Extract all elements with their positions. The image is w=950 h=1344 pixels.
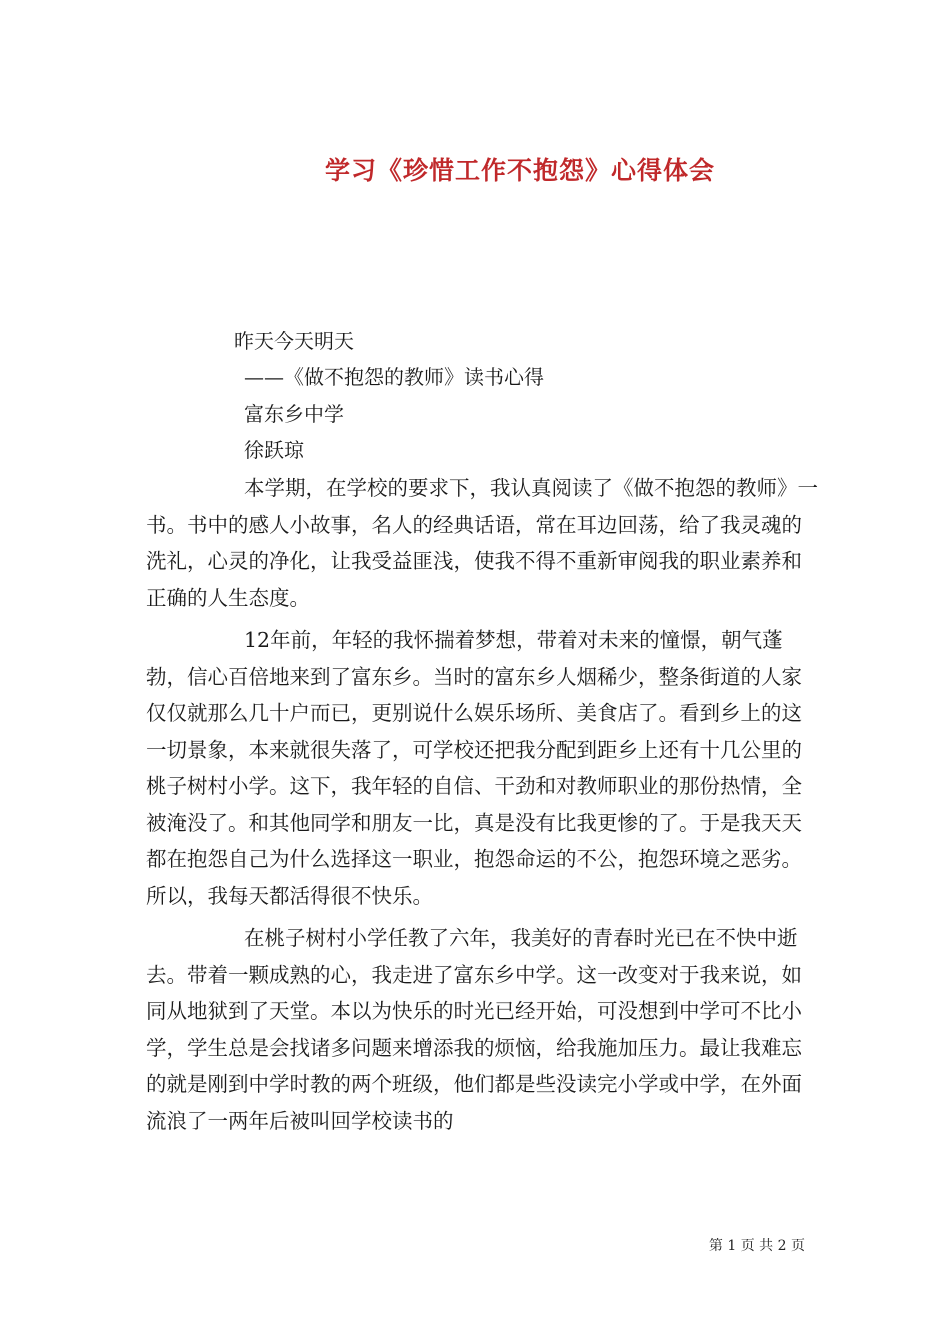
author-name: 徐跃琼 [244, 438, 304, 462]
paragraph: 在桃子树村小学任教了六年，我美好的青春时光已在不快中逝去。带着一颗成熟的心，我走进了富东乡中学。这一改变对于我来说，如同从地狱到了天堂。本以为快乐的时光已经开始，可没想到中学可不比小学，学生总是会找诸多问题来增添我的烦恼，给我施加压力。最让我难忘的就是刚到中学时教的两个班级，他们都是些没读完小学或中学，在外面流浪了一两年后被叫回学校读书的 [146, 926, 802, 1133]
page-number: 第 1 页 共 2 页 [708, 1238, 805, 1254]
essay-subtitle: ——《做不抱怨的教师》读书心得 [244, 365, 544, 389]
paragraph: 本学期，在学校的要求下，我认真阅读了《做不抱怨的教师》一书。书中的感人小故事，名人的经典话语，常在耳边回荡，给了我灵魂的洗礼，心灵的净化，让我受益匪浅，使我不得不重新审阅我的职业素养和正确的人生态度。 [146, 476, 818, 610]
essay-title: 昨天今天明天 [234, 329, 354, 353]
body-text [146, 470, 818, 1139]
page-title: 学习《珍惜工作不抱怨》心得体会 [324, 155, 715, 185]
author-school: 富东乡中学 [244, 402, 344, 426]
paragraph: 12年前，年轻的我怀揣着梦想，带着对未来的憧憬，朝气蓬勃，信心百倍地来到了富东乡。当时的富东乡人烟稀少，整条街道的人家仅仅就那么几十户而已，更别说什么娱乐场所、美食店了。看到乡上的这一切景象，本来就很失落了，可学校还把我分配到距乡上还有十几公里的桃子树村小学。这下，我年轻的自信、干劲和对教师职业的那份热情，全被淹没了。和其他同学和朋友一比，真是没有比我更惨的了。于是我天天都在抱怨自己为什么选择这一职业，抱怨命运的不公，抱怨环境之恶劣。所以，我每天都活得很不快乐。 [146, 628, 802, 908]
